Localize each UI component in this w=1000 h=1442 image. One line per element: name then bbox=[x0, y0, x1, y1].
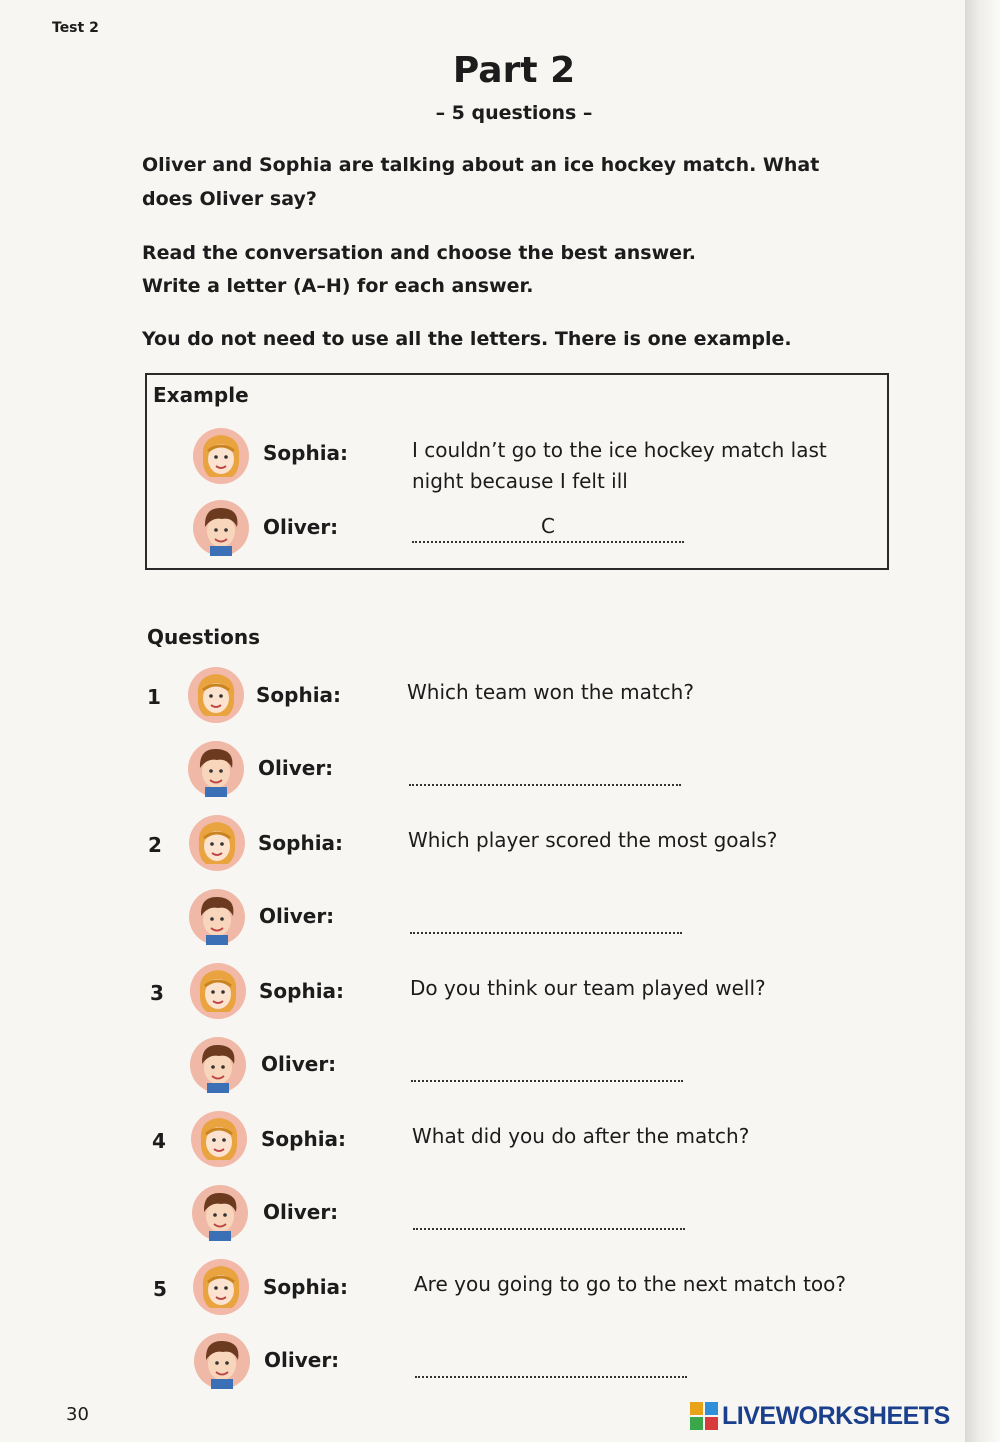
brand-text: LIVEWORKSHEETS bbox=[722, 1401, 950, 1430]
question-text: Do you think our team played well? bbox=[410, 976, 766, 1000]
instruction-line-3: You do not need to use all the letters. There is one example. bbox=[142, 328, 792, 350]
example-heading: Example bbox=[153, 383, 249, 407]
example-sophia-label: Sophia: bbox=[263, 441, 349, 465]
questions-heading: Questions bbox=[147, 625, 261, 649]
page-number: 30 bbox=[66, 1404, 89, 1425]
liveworksheets-logo-icon bbox=[690, 1402, 718, 1430]
example-oliver-label: Oliver: bbox=[263, 515, 339, 539]
oliver-label: Oliver: bbox=[258, 756, 334, 780]
question-text: Which team won the match? bbox=[407, 680, 694, 704]
question-number: 2 bbox=[148, 833, 162, 857]
example-answer-field: C bbox=[412, 513, 684, 543]
liveworksheets-logo bbox=[690, 1400, 950, 1432]
question-number: 4 bbox=[152, 1129, 166, 1153]
sophia-avatar-icon bbox=[192, 427, 250, 485]
example-box bbox=[145, 373, 889, 570]
question-text: Which player scored the most goals? bbox=[408, 828, 778, 852]
example-sophia-text: I couldn’t go to the ice hockey match last night because I felt ill bbox=[412, 438, 827, 493]
sophia-label: Sophia: bbox=[258, 831, 344, 855]
question-number: 5 bbox=[153, 1277, 167, 1301]
instruction-intro: Oliver and Sophia are talking about an ice hockey match. What does Oliver say? bbox=[142, 154, 820, 210]
sophia-label: Sophia: bbox=[259, 979, 345, 1003]
answer-field-4[interactable] bbox=[413, 1200, 685, 1230]
oliver-avatar-icon bbox=[188, 888, 246, 946]
instruction-line-1: Read the conversation and choose the best answer. bbox=[142, 242, 696, 264]
page-subtitle: – 5 questions – bbox=[435, 102, 593, 124]
oliver-label: Oliver: bbox=[261, 1052, 337, 1076]
answer-field-5[interactable] bbox=[415, 1348, 687, 1378]
sophia-avatar-icon bbox=[190, 1110, 248, 1168]
question-text: What did you do after the match? bbox=[412, 1124, 750, 1148]
instruction-line-2: Write a letter (A–H) for each answer. bbox=[142, 275, 534, 297]
oliver-avatar-icon bbox=[189, 1036, 247, 1094]
sophia-label: Sophia: bbox=[256, 683, 342, 707]
oliver-avatar-icon bbox=[187, 740, 245, 798]
oliver-avatar-icon bbox=[191, 1184, 249, 1242]
page-title: Part 2 bbox=[452, 50, 576, 91]
question-number: 3 bbox=[150, 981, 164, 1005]
question-number: 1 bbox=[147, 685, 161, 709]
question-text: Are you going to go to the next match too? bbox=[414, 1272, 846, 1296]
oliver-avatar-icon bbox=[192, 499, 250, 557]
test-label: Test 2 bbox=[52, 20, 99, 36]
sophia-label: Sophia: bbox=[261, 1127, 347, 1151]
oliver-label: Oliver: bbox=[259, 904, 335, 928]
answer-field-1[interactable] bbox=[409, 756, 681, 786]
answer-field-3[interactable] bbox=[411, 1052, 683, 1082]
sophia-avatar-icon bbox=[192, 1258, 250, 1316]
sophia-label: Sophia: bbox=[263, 1275, 349, 1299]
answer-field-2[interactable] bbox=[410, 904, 682, 934]
sophia-avatar-icon bbox=[188, 814, 246, 872]
page-edge bbox=[965, 0, 1000, 1442]
oliver-label: Oliver: bbox=[264, 1348, 340, 1372]
sophia-avatar-icon bbox=[187, 666, 245, 724]
oliver-avatar-icon bbox=[193, 1332, 251, 1390]
sophia-avatar-icon bbox=[189, 962, 247, 1020]
oliver-label: Oliver: bbox=[263, 1200, 339, 1224]
